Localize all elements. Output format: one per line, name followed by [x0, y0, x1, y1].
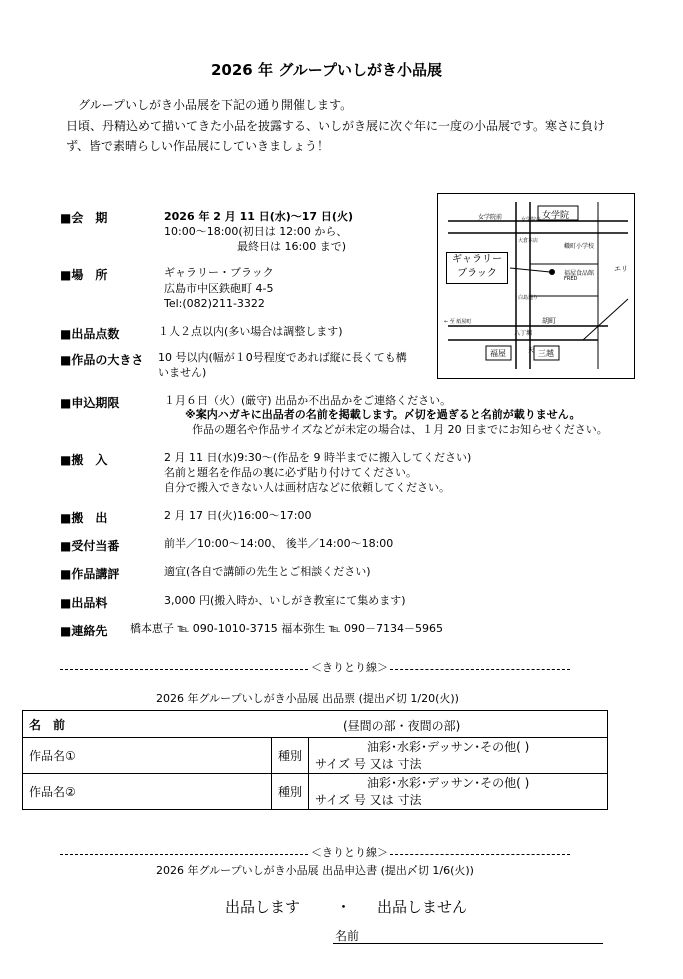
type1-label: 種別	[278, 749, 303, 763]
intro-line-3: ず、皆で素晴らしい作品展にしていきましょう！	[66, 139, 330, 153]
label-carry-in: ■搬 入	[60, 453, 108, 467]
map-gallery-line-1: ギャラリー	[452, 254, 502, 265]
place-line-3: Tel:(082)211-3322	[164, 297, 265, 310]
map-label-4: 大倉本店	[518, 238, 539, 244]
intro-line-1: グループいしがき小品展を下記の通り開催します。	[78, 98, 353, 112]
application-heading: 2026 年グループいしがき小品展 出品申込書 (提出〆切 1/6(火))	[156, 864, 474, 877]
map-label-14: 三越	[538, 349, 554, 358]
application-name-label: 名前	[335, 929, 360, 943]
period-line-2: 10:00～18:00(初日は 12:00 から、	[164, 225, 348, 238]
carry-out-value: 2 月 17 日(火)16:00～17:00	[164, 509, 312, 522]
name-cell[interactable]	[23, 711, 608, 738]
critique-value: 適宜(各自で講師の先生とご相談ください)	[164, 565, 371, 578]
media1-options: 油彩･水彩･デッサン･その他( )	[367, 739, 530, 754]
label-period: ■会 期	[60, 211, 108, 225]
entry-form-heading: 2026 年グループいしがき小品展 出品票 (提出〆切 1/20(火))	[156, 692, 459, 705]
label-critique: ■作品講評	[60, 567, 120, 581]
reception-value: 前半／10:00～14:00、 後半／14:00～18:00	[164, 537, 394, 550]
cut-line-right	[390, 669, 570, 670]
contact-value: 橋本恵子 ℡ 090-1010-3715 福本弥生 ℡ 090－7134－5965	[130, 622, 444, 635]
type2-label: 種別	[278, 785, 303, 799]
size2-line: サイズ 号 又は 寸法	[315, 792, 422, 807]
access-map	[437, 193, 635, 379]
label-deadline: ■申込期限	[60, 396, 120, 410]
size-line-1: 10 号以内(幅が１0号程度であれば縦に長くても構	[158, 351, 407, 364]
work2-label: 作品名②	[29, 785, 76, 799]
deadline-line-2: ※案内ハガキに出品者の名前を掲載します。〆切を過ぎると名前が載りません。	[185, 408, 581, 421]
work1-cell[interactable]	[23, 738, 272, 774]
deadline-line-1: １月６日（火）(厳守) 出品か不出品かをご連絡ください。	[164, 394, 452, 407]
place-line-2: 広島市中区鉄砲町 4-5	[164, 282, 274, 295]
media1-cell[interactable]	[309, 738, 608, 774]
map-label-1: 女学院前	[478, 214, 503, 221]
label-place: ■場 所	[60, 268, 108, 282]
label-carry-out: ■搬 出	[60, 511, 108, 525]
map-label-13: 福屋	[490, 349, 506, 358]
map-label-10: 八丁堀	[514, 330, 533, 337]
application-name-field[interactable]	[333, 943, 603, 944]
map-label-7: FRED	[564, 276, 578, 282]
page-title: 2026 年 グループいしがき小品展	[211, 61, 442, 79]
label-size: ■作品の大きさ	[60, 353, 144, 367]
label-count: ■出品点数	[60, 327, 120, 341]
label-contact: ■連絡先	[60, 624, 108, 638]
session-label: (昼間の部・夜間の部)	[343, 719, 461, 733]
period-line-1: 2026 年 2 月 11 日(水)～17 日(火)	[164, 210, 353, 223]
map-label-2: 女学院	[542, 211, 570, 221]
carry-in-line-1: 2 月 11 日(水)9:30～(作品を 9 時半までに搬入してください)	[164, 451, 472, 464]
fee-value: 3,000 円(搬入時か、いしがき教室にて集めます)	[164, 594, 406, 607]
cut-line-2-label: ＜きりとり線＞	[311, 846, 388, 859]
map-gallery-line-2: ブラック	[457, 268, 497, 279]
intro-line-2: 日頃、丹精込めて描いてきた小品を披露する、いしがき展に次ぐ年に一度の小品展です。寒さに負け	[66, 119, 606, 133]
type1-cell	[272, 738, 309, 774]
map-label-11: 胡町	[542, 317, 556, 325]
name-label: 名 前	[29, 717, 66, 732]
count-value: １人２点以内(多い場合は調整します)	[158, 325, 343, 338]
size1-line: サイズ 号 又は 寸法	[315, 756, 422, 771]
period-line-3: 最終日は 16:00 まで)	[237, 240, 346, 253]
media2-options: 油彩･水彩･デッサン･その他( )	[367, 775, 530, 790]
map-label-8: エリ	[614, 265, 628, 273]
option-separator: ・	[336, 898, 352, 916]
map-label-5: 幟町小学校	[564, 243, 595, 250]
map-label-9: ← 至 紙屋町	[444, 319, 472, 325]
work2-cell[interactable]	[23, 774, 272, 810]
label-fee: ■出品料	[60, 596, 108, 610]
map-label-3: 女学院高	[521, 217, 542, 223]
option-participate[interactable]: 出品します	[225, 898, 301, 916]
deadline-line-3: 作品の題名や作品サイズなどが未定の場合は、１月 20 日までにお知らせください。	[192, 423, 608, 436]
type2-cell	[272, 774, 309, 810]
cut-line-2-right	[390, 854, 570, 855]
cut-line-left	[60, 669, 308, 670]
carry-in-line-3: 自分で搬入できない人は画材店などに依頼してください。	[164, 481, 450, 494]
place-line-1: ギャラリー・ブラック	[164, 266, 274, 279]
cut-line-label: ＜きりとり線＞	[311, 661, 388, 674]
cut-line-2-left	[60, 854, 308, 855]
size-line-2: いません)	[158, 366, 207, 379]
map-gallery-box	[446, 252, 508, 284]
map-label-6: 福屋食品館	[564, 270, 595, 277]
work1-label: 作品名①	[29, 749, 76, 763]
option-not-participate[interactable]: 出品しません	[377, 898, 468, 916]
map-label-15: 天	[528, 347, 535, 354]
map-label-12: 白島通り	[518, 295, 539, 301]
carry-in-line-2: 名前と題名を作品の裏に必ず貼り付けてください。	[164, 466, 417, 479]
entry-form-table	[22, 710, 608, 810]
media2-cell[interactable]	[309, 774, 608, 810]
label-reception: ■受付当番	[60, 539, 120, 553]
